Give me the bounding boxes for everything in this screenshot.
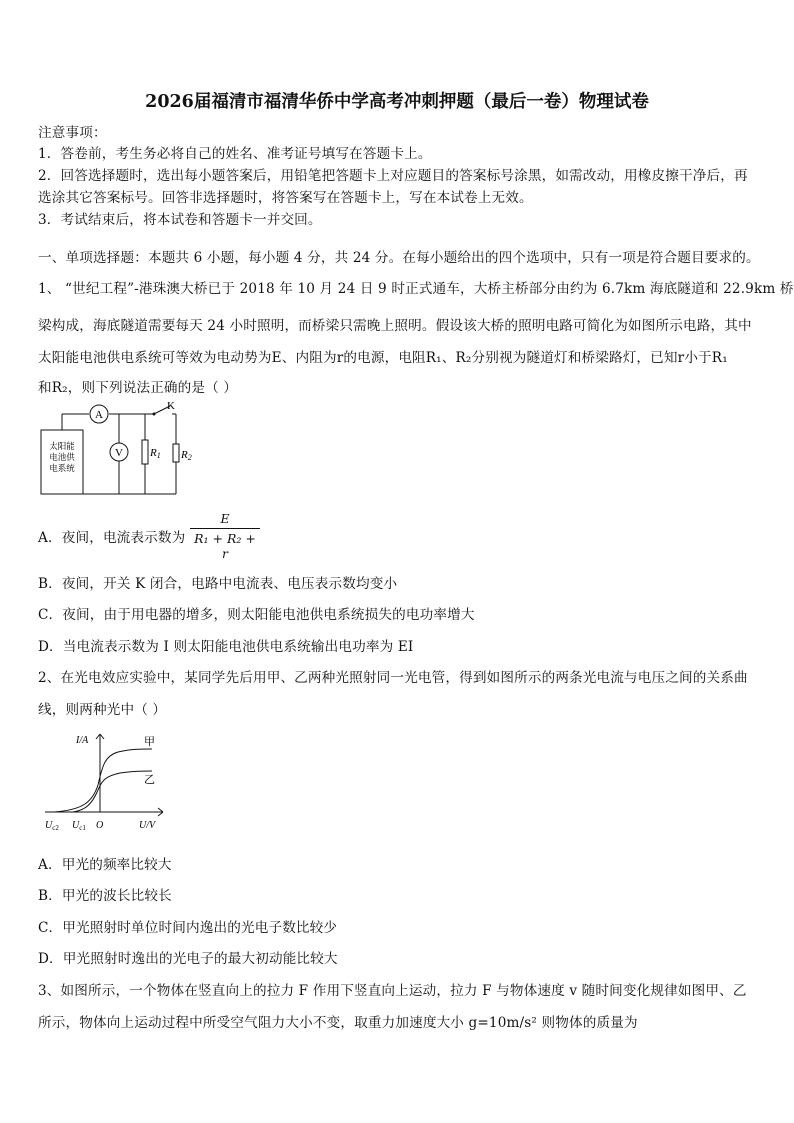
switch-pivot-icon — [153, 413, 156, 416]
q3-line2: 所示，物体向上运动过程中所受空气阻力大小不变，取重力加速度大小 g=10m/s² 则物体的质量为 — [38, 1015, 638, 1031]
uc1-label: $U_{c1}$ — [72, 820, 86, 832]
notice-item-2-line2: 选涂其它答案标号。回答非选择题时，将答案写在答题卡上，写在本试卷上无效。 — [38, 190, 533, 206]
q1-option-a: A．夜间，电流表示数为 — [38, 530, 186, 546]
q2-line1: 2、在光电效应实验中，某同学先后用甲、乙两种光照射同一光电管，得到如图所示的两条光电流与电压之间的关系曲 — [38, 670, 748, 686]
section-heading: 一、单项选择题：本题共 6 小题，每小题 4 分，共 24 分。在每小题给出的四个选项中，只有一项是符合题目要求的。 — [38, 250, 760, 266]
q1-option-c: C．夜间，由于用电器的增多，则太阳能电池供电系统损失的电功率增大 — [38, 607, 475, 623]
q2-line2: 线，则两种光中（ ） — [38, 702, 167, 718]
curve-yi — [73, 771, 152, 812]
x-axis-label: U/V — [139, 820, 156, 831]
source-label-1: 太阳能 — [49, 441, 75, 451]
resistor-r2-icon — [173, 444, 179, 462]
notice-heading: 注意事项： — [38, 125, 107, 141]
notice-item-3: 3．考试结束后，将本试卷和答题卡一并交回。 — [38, 212, 322, 228]
voltmeter-label: V — [115, 447, 123, 459]
page-title: 2026届福清市福清华侨中学高考冲刺押题（最后一卷）物理试卷 — [145, 92, 649, 112]
source-label-3: 电系统 — [49, 463, 75, 473]
resistor-r1-icon — [142, 440, 148, 464]
r1-label: R1 — [150, 447, 161, 460]
q2-photoelectric-graph — [40, 730, 170, 832]
notice-item-1: 1．答卷前，考生务必将自己的姓名、准考证号填写在答题卡上。 — [38, 146, 432, 162]
q1-option-a-fraction — [190, 511, 260, 561]
origin-label: O — [96, 820, 104, 831]
q1-option-d: D．当电流表示数为 I 则太阳能电池供电系统输出电功率为 EI — [38, 639, 414, 655]
q1-option-b: B．夜间，开关 K 闭合，电路中电流表、电压表示数均变小 — [38, 576, 398, 592]
fraction-numerator: E — [220, 511, 230, 526]
uc2-label: $U_{c2}$ — [45, 820, 59, 832]
q2-option-a: A．甲光的频率比较大 — [38, 857, 172, 873]
q3-line1: 3、如图所示，一个物体在竖直向上的拉力 F 作用下竖直向上运动，拉力 F 与物体速度 v 随时间变化规律如图甲、乙 — [38, 983, 747, 999]
q1-circuit-diagram — [36, 400, 216, 500]
q1-line2: 梁构成，海底隧道需要每天 24 小时照明，而桥梁只需晚上照明。假设该大桥的照明电路可简化为如图所示电路，其中 — [38, 318, 752, 334]
q1-line1: 1、 “世纪工程”-港珠澳大桥已于 2018 年 10 月 24 日 9 时正式通车，大桥主桥部分由约为 6.7km 海底隧道和 22.9km 桥 — [38, 281, 794, 297]
q2-option-b: B．甲光的波长比较长 — [38, 888, 172, 904]
fraction-denominator: R₁ + R₂ + r — [194, 531, 256, 561]
q1-line3: 太阳能电池供电系统可等效为电动势为E、内阻为r的电源，电阻R₁、R₂分别视为隧道灯和桥梁路灯，已知r小于R₁ — [38, 350, 728, 366]
curve-jia-label: 甲 — [144, 736, 155, 748]
q2-option-d: D．甲光照射时逸出的光电子的最大初动能比较大 — [38, 951, 338, 967]
notice-item-2-line1: 2．回答选择题时，选出每小题答案后，用铅笔把答题卡上对应题目的答案标号涂黑，如需改动，用橡皮擦干净后，再 — [38, 168, 748, 184]
switch-label: K — [167, 400, 175, 412]
y-axis-label: I/A — [76, 735, 89, 746]
q2-option-c: C．甲光照射时单位时间内逸出的光电子数比较少 — [38, 920, 338, 936]
source-box — [41, 430, 83, 494]
source-label-2: 电池供 — [49, 452, 75, 462]
q1-line4: 和R₂，则下列说法正确的是（ ） — [38, 380, 238, 396]
ammeter-label: A — [95, 409, 103, 421]
r2-label: R2 — [181, 449, 192, 462]
curve-yi-label: 乙 — [144, 774, 155, 786]
